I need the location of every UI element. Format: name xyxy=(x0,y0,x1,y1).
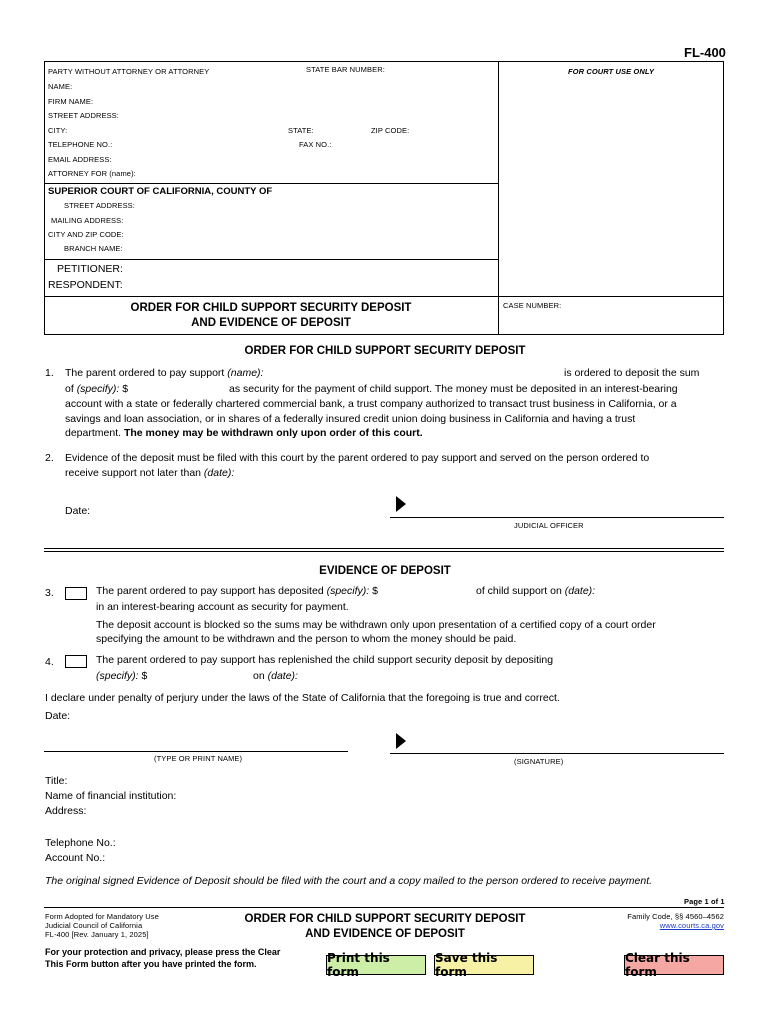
party-label: PARTY WITHOUT ATTORNEY OR ATTORNEY xyxy=(48,67,210,76)
judicial-officer-label: JUDICIAL OFFICER xyxy=(514,521,584,530)
order-heading: ORDER FOR CHILD SUPPORT SECURITY DEPOSIT xyxy=(244,345,526,357)
item1-line1: The parent ordered to pay support (name): xyxy=(65,367,264,379)
item3-line3: The deposit account is blocked so the sums may be withdrawn only upon presentation of a certified copy of a court order xyxy=(96,619,656,631)
attorney-for-label: ATTORNEY FOR (name): xyxy=(48,169,136,178)
item3-checkbox[interactable] xyxy=(65,587,87,600)
zip-label: ZIP CODE: xyxy=(371,126,410,135)
state-bar-label: STATE BAR NUMBER: xyxy=(306,65,385,74)
code-info: Family Code, §§ 4560–4562 www.courts.ca.gov xyxy=(590,912,724,930)
print-name-line xyxy=(44,751,348,752)
item2-number: 2. xyxy=(45,452,54,464)
caption-box xyxy=(44,61,724,335)
section-separator xyxy=(44,548,724,549)
case-number-label: CASE NUMBER: xyxy=(503,301,562,310)
declaration-text: I declare under penalty of perjury under the laws of the State of California that the foregoing is true and correct. xyxy=(45,692,560,704)
print-button[interactable]: Print this form xyxy=(326,955,426,975)
respondent-label: RESPONDENT: xyxy=(48,279,123,291)
title-label: Title: xyxy=(45,775,68,787)
footer-title: ORDER FOR CHILD SUPPORT SECURITY DEPOSIT AND EVIDENCE OF DEPOSIT xyxy=(244,913,526,940)
item2-line1: Evidence of the deposit must be filed with this court by the parent ordered to pay support and served on the person ordered to xyxy=(65,452,650,464)
court-mailing-label: MAILING ADDRESS: xyxy=(51,216,124,225)
court-street-label: STREET ADDRESS: xyxy=(64,201,135,210)
telephone-no-label: Telephone No.: xyxy=(45,837,116,849)
judicial-officer-line xyxy=(390,517,724,518)
item1-line2-start: of (specify): $ xyxy=(65,383,129,395)
clear-button[interactable]: Clear this form xyxy=(624,955,724,975)
signature-label: (SIGNATURE) xyxy=(514,757,564,766)
caption-divider xyxy=(498,61,499,335)
item1-line1-end: is ordered to deposit the sum xyxy=(564,367,700,379)
petitioner-label: PETITIONER: xyxy=(57,263,123,275)
item1-number: 1. xyxy=(45,367,54,379)
court-branch-label: BRANCH NAME: xyxy=(64,244,123,253)
item4-line1: The parent ordered to pay support has replenished the child support security deposit by depositing xyxy=(96,654,554,666)
address-label: Address: xyxy=(45,805,87,817)
city-label: CITY: xyxy=(48,126,68,135)
email-label: EMAIL ADDRESS: xyxy=(48,155,112,164)
signature-arrow-icon xyxy=(396,496,406,512)
item4-line2-start: (specify): $ xyxy=(96,670,148,682)
evidence-heading: EVIDENCE OF DEPOSIT xyxy=(319,565,451,577)
name-label: NAME: xyxy=(48,82,73,91)
privacy-note: For your protection and privacy, please press the Clear This Form button after you have printed the form. xyxy=(45,947,281,969)
item3-line2: in an interest-bearing account as security for payment. xyxy=(96,601,349,613)
state-label: STATE: xyxy=(288,126,314,135)
item1-line3: account with a state or federally chartered commercial bank, a trust company authorized to transact trust business in California, or a xyxy=(65,398,677,410)
page-number: Page 1 of 1 xyxy=(684,897,725,906)
footer-rule xyxy=(44,907,724,908)
item4-line2-end: on (date): xyxy=(253,670,298,682)
type-name-label: (TYPE OR PRINT NAME) xyxy=(154,754,243,763)
item1-line4: savings and loan association, or in shares of a federally insured credit union doing business in California and having a trust xyxy=(65,413,636,425)
signature-line xyxy=(390,753,724,754)
fax-label: FAX NO.: xyxy=(299,140,332,149)
court-title: SUPERIOR COURT OF CALIFORNIA, COUNTY OF xyxy=(48,186,273,197)
item2-line2: receive support not later than (date): xyxy=(65,467,235,479)
item1-line5: department. The money may be withdrawn only upon order of this court. xyxy=(65,427,423,439)
item1-line2: as security for the payment of child support. The money must be deposited in an interest-bearing xyxy=(229,383,678,395)
institution-label: Name of financial institution: xyxy=(45,790,177,802)
caption-title: ORDER FOR CHILD SUPPORT SECURITY DEPOSIT AND EVIDENCE OF DEPOSIT xyxy=(130,302,412,329)
item3-line4: specifying the amount to be withdrawn and the person to whom the money should be paid. xyxy=(96,633,517,645)
court-city-label: CITY AND ZIP CODE: xyxy=(48,230,124,239)
order-date-label: Date: xyxy=(65,505,91,517)
item3-line1-end: of child support on (date): xyxy=(476,585,596,597)
item4-checkbox[interactable] xyxy=(65,655,87,668)
form-number: FL-400 xyxy=(684,45,726,60)
item3-line1: The parent ordered to pay support has deposited (specify): $ xyxy=(96,585,378,597)
court-use-label: FOR COURT USE ONLY xyxy=(568,67,655,76)
adopted-info: Form Adopted for Mandatory Use Judicial Council of California FL-400 [Rev. January 1, 2025] xyxy=(45,912,159,939)
item3-number: 3. xyxy=(45,587,54,599)
street-label: STREET ADDRESS: xyxy=(48,111,119,120)
item4-number: 4. xyxy=(45,656,54,668)
telephone-label: TELEPHONE NO.: xyxy=(48,140,113,149)
firm-label: FIRM NAME: xyxy=(48,97,94,106)
account-no-label: Account No.: xyxy=(45,852,106,864)
signature-arrow-icon xyxy=(396,733,406,749)
evidence-date-label: Date: xyxy=(45,710,71,722)
save-button[interactable]: Save this form xyxy=(434,955,534,975)
courts-website-link[interactable]: www.courts.ca.gov xyxy=(659,921,724,930)
filing-note: The original signed Evidence of Deposit should be filed with the court and a copy mailed to the person ordered to receive payment. xyxy=(45,875,653,887)
